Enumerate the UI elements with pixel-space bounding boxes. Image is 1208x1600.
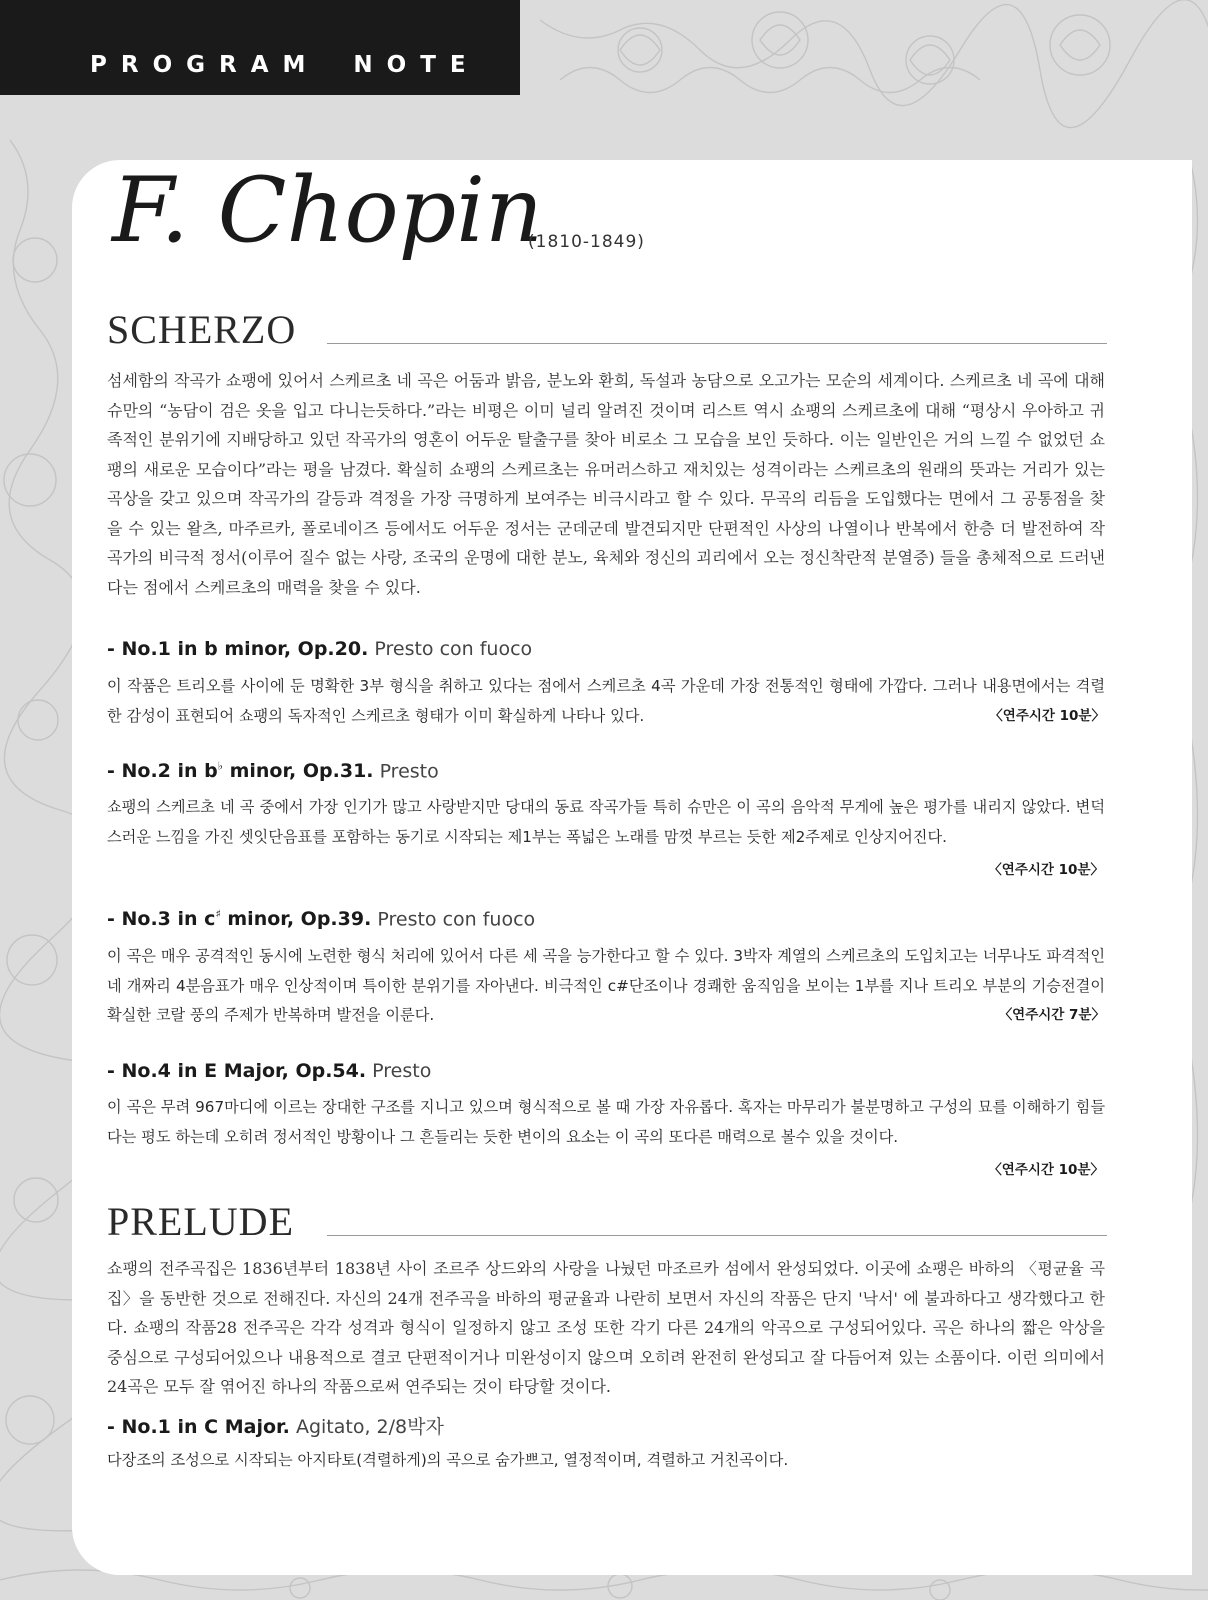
scherzo-title: SCHERZO (107, 307, 297, 352)
scherzo-4-text: 이 곡은 무려 967마디에 이르는 장대한 구조를 지니고 있으며 형식적으로 볼 때 가장 자유롭다. 혹자는 마무리가 불분명하고 구성의 묘를 이해하기 힘들다는 평도 하는데 오히려 정서적인 방황이나 그 흔들리는 듯한 변이의 요소는 이 곡의 또다른 매력으로 볼수 있을 것이다. (107, 1098, 1105, 1146)
program-note-label: PROGRAM NOTE (90, 52, 480, 78)
scherzo-4-title (107, 1060, 1107, 1082)
piece-tempo: Agitato, 2/8박자 (295, 1416, 444, 1438)
prelude-1-title (107, 1412, 1107, 1439)
piece-title-text: - No.3 in c (107, 908, 216, 931)
prelude-rule (327, 1235, 1107, 1236)
prelude-heading (107, 1192, 1107, 1242)
piece-description: 이 작품은 트리오를 사이에 둔 명확한 3부 형식을 취하고 있다는 점에서 스케르초 4곡 가운데 가장 전통적인 형태에 가깝다. 그러나 내용면에서는 격렬한 감성이 표현되어 쇼팽의 독자적인 스케르초 형태가 이미 확실하게 나타나 있다. (107, 677, 1105, 725)
scherzo-3-title (107, 908, 1107, 930)
program-note-header (0, 0, 520, 95)
scherzo-3-text (107, 942, 1105, 1031)
flat-accidental: ♭ (217, 760, 223, 773)
piece-title-text: - No.4 in E Major, Op.54. (107, 1060, 367, 1082)
scherzo-2-title (107, 760, 1107, 782)
piece-title-text: - No.1 in C Major. (107, 1416, 290, 1438)
piece-title-text: - No.2 in b (107, 760, 218, 783)
composer-name: F. Chopin (112, 158, 544, 263)
prelude-intro: 쇼팽의 전주곡집은 1836년부터 1838년 사이 조르주 상드와의 사랑을 나눴던 마조르카 섬에서 완성되었다. 이곳에 쇼팽은 바하의 〈평균율 곡집〉을 동반한 것으로 전해진다. 자신의 24개 전주곡을 바하의 평균율과 나란히 보면서 자신의 작품은 단지 '낙서' 에 불과하다고 생각했다고 한다. 쇼팽의 작품28 전주곡은 각각 성격과 형식이 일정하지 않고 조성 또한 각기 다른 24개의 악곡으로 구성되어있다. 곡은 하나의 짧은 악상을 중심으로 구성되어있으나 내용적으로 결코 단편적이거나 미완성이지 않으며 오히려 완전히 완성되고 잘 다듬어져 있는 소품이다. 이런 의미에서 24곡은 모두 잘 엮어진 하나의 작품으로써 연주되는 것이 타당할 것이다. (107, 1259, 1105, 1396)
piece-tempo: Presto (379, 760, 439, 783)
piece-title-suffix: minor, Op.31. (222, 760, 374, 783)
scherzo-intro: 섬세함의 작곡가 쇼팽에 있어서 스케르초 네 곡은 어둠과 밝음, 분노와 환희, 독설과 농담으로 오고가는 모순의 세계이다. 스케르초 네 곡에 대해 슈만의 “농담이 검은 옷을 입고 다니는듯하다.”라는 비평은 이미 널리 알려진 것이며 리스트 역시 쇼팽의 스케르초에 대해 “평상시 우아하고 귀족적인 분위기에 지배당하고 있던 작곡가의 영혼이 어두운 탈출구를 찾아 비로소 그 모습을 보인 듯하다. 이는 일반인은 거의 느낄 수 없었던 쇼팽의 새로운 모습이다”라는 평을 남겼다. 확실히 쇼팽의 스케르초는 유머러스하고 재치있는 성격이라는 스케르초의 원래의 뜻과는 거리가 있는 곡상을 갖고 있으며 작곡가의 갈등과 격정을 가장 극명하게 보여주는 비극시라고 할 수 있다. 무곡의 리듬을 도입했다는 면에서 그 공통점을 찾을 수 있는 왈츠, 마주르카, 폴로네이즈 등에서도 어두운 정서는 군데군데 발견되지만 단편적인 사상의 나열이나 반복에서 한층 더 발전하여 작곡가의 비극적 정서(이루어 질수 없는 사랑, 조국의 운명에 대한 분노, 육체와 정신의 괴리에서 오는 정신착란적 분열증) 들을 총체적으로 드러낸다는 점에서 스케르초의 매력을 찾을 수 있다. (107, 371, 1105, 597)
duration-badge: 〈연주시간 7분〉 (998, 1007, 1105, 1023)
scherzo-1-text (107, 672, 1105, 731)
prelude-1-text: 다장조의 조성으로 시작되는 아지타토(격렬하게)의 곡으로 숨가쁘고, 열정적이며, 격렬하고 거친곡이다. (107, 1451, 789, 1469)
duration-badge: 〈연주시간 10분〉 (988, 1162, 1104, 1178)
piece-tempo: Presto con fuoco (377, 908, 536, 931)
composer-years: (1810-1849) (528, 232, 645, 252)
piece-title-text: - No.1 in b minor, Op.20. (107, 638, 369, 660)
duration-badge: 〈연주시간 10분〉 (988, 862, 1104, 878)
scherzo-1-title (107, 638, 1107, 660)
prelude-title: PRELUDE (107, 1199, 294, 1244)
scherzo-2-text: 쇼팽의 스케르초 네 곡 중에서 가장 인기가 많고 사랑받지만 당대의 동료 작곡가들 특히 슈만은 이 곡의 음악적 무게에 높은 평가를 내리지 않았다. 변덕스러운 느낌을 가진 셋잇단음표를 포함하는 동기로 시작되는 제1부는 폭넓은 노래를 맘껏 부르는 듯한 제2주제로 인상지어진다. (107, 798, 1105, 846)
scherzo-rule (327, 343, 1107, 344)
duration-badge: 〈연주시간 10분〉 (989, 707, 1105, 724)
scherzo-heading (107, 300, 1107, 350)
piece-title-suffix: minor, Op.39. (220, 908, 372, 931)
piece-tempo: Presto con fuoco (374, 638, 533, 660)
piece-tempo: Presto (372, 1060, 432, 1082)
sharp-accidental: ♯ (215, 908, 221, 921)
piece-description: 이 곡은 매우 공격적인 동시에 노련한 형식 처리에 있어서 다른 세 곡을 능가한다고 할 수 있다. 3박자 계열의 스케르초의 도입치고는 너무나도 파격적인 네 개짜리 4분음표가 매우 인상적이며 특이한 분위기를 자아낸다. 비극적인 c#단조이나 경쾌한 움직임을 보이는 1부를 지나 트리오 부분의 기승전결이 확실한 코랄 풍의 주제가 반복하며 발전을 이룬다. (107, 947, 1105, 1024)
